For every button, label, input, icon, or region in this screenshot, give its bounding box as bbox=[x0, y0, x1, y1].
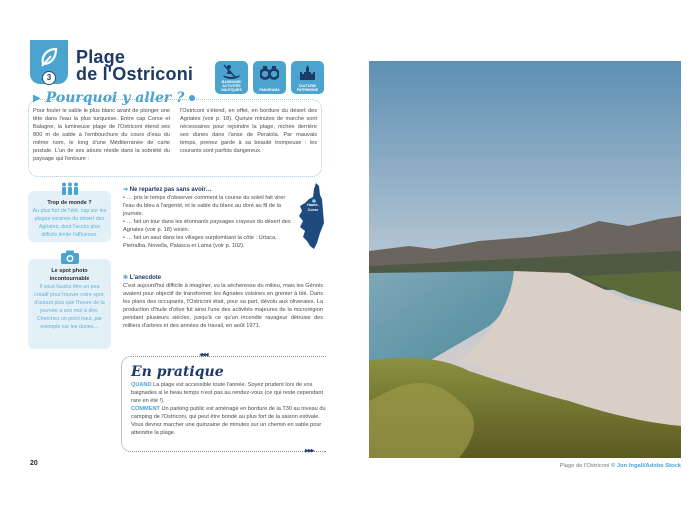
play-arrow-icon: ▶ bbox=[33, 92, 41, 104]
why-text-col-1: Pour fouler le sable le plus blanc avant de plonger une tête dans l'eau la plus turquoise. Entre cap Corse et Balagne, la lumineuse plage de l'Ostriconi étend ses 800 m de sable à l'embouchure du cours d'eau du même nom, le long d'une Méditerranée de carte postale. L'un de ses atouts réside dans la sobriété du paysage qui l'entoure : bbox=[33, 108, 170, 162]
kayak-icon bbox=[222, 64, 241, 81]
map-label: Haute-Corse bbox=[307, 203, 319, 212]
arrows-right-icon: ▶▶▶ bbox=[305, 448, 314, 454]
when-label: QUAND bbox=[131, 382, 152, 388]
anecdote-section bbox=[123, 274, 323, 330]
page-title bbox=[76, 49, 193, 83]
why-text-col-2: l'Ostriconi s'étend, en effet, en bordure du désert des Agriates (voir p. 18). Quinze minutes de marche sont nécessaires pour rejoindre la plage, nichée derrière ses dunes dans l'anse de Peraiola. Par mauvais temps, prenez garde à sa beauté trompeuse : les courants sont parfois dangereux. bbox=[180, 108, 317, 154]
tip-crowd bbox=[28, 191, 111, 242]
how-text: Un parking public est aménagé en bordure de la T30 au niveau du camping de l'Ostriconi, qui peut être bondé au plus fort de la saison estivale. Vous devrez marcher une quinzaine de minutes sur un chemin en sable pour atteindre la plage. bbox=[131, 406, 326, 436]
tip-title: Trop de monde ? bbox=[47, 200, 92, 206]
practical-how bbox=[131, 405, 327, 437]
tip-photo-spot bbox=[28, 259, 111, 349]
category-tab bbox=[30, 40, 68, 84]
theme-label: PANORAMA bbox=[259, 88, 280, 92]
dont-miss-title bbox=[123, 186, 291, 194]
theme-badge-panorama bbox=[253, 61, 286, 94]
how-label: COMMENT bbox=[131, 406, 160, 412]
arrows-left-icon: ◀◀◀ bbox=[199, 352, 208, 358]
anecdote-title-text: L'anecdote bbox=[129, 275, 162, 281]
why-heading bbox=[33, 90, 195, 106]
page-number: 20 bbox=[30, 460, 38, 467]
site-number: 3 bbox=[42, 71, 56, 85]
theme-badge-watersports bbox=[215, 61, 248, 94]
theme-label: BAIGNADE/ ACTIVITÉS NAUTIQUES bbox=[221, 80, 242, 92]
dont-miss-section bbox=[123, 186, 291, 250]
theme-badge-culture bbox=[291, 61, 324, 94]
dont-miss-item: • … pris le temps d'observer comment la course du soleil fait virer l'eau du bleu à l'argenté, et le sable du blanc au doré au fil de la journée. bbox=[123, 195, 286, 217]
practical-text bbox=[131, 381, 327, 437]
beach-photo bbox=[369, 61, 681, 458]
dot-icon bbox=[189, 95, 195, 101]
practical-title: En pratique bbox=[131, 364, 224, 380]
dont-miss-item: • … fait un saut dans les villages surplombant la côte : Urtaca, Pietralba, Novella, Palasca et Lama (voir p. 102). bbox=[123, 235, 277, 249]
photo-credit: © Jon Ingall/Adobe Stock bbox=[611, 463, 681, 469]
leaf-icon bbox=[39, 46, 59, 68]
theme-label: CULTURE/ PATRIMOINE bbox=[296, 84, 319, 92]
corsica-map-icon bbox=[299, 183, 325, 249]
anecdote-body: C'est aujourd'hui difficile à imaginer, vu la sécheresse du milieu, mais les Génois avaient pour objectif de transformer les Agriates voisines en grenier à blé. Dans les plans des occupants, l'Ostriconi était, pour sa part, dévolu aux oliveraies. La production d'huile d'olive fut ainsi l'une des activités majeures de la microrégion pendant plusieurs siècles, jusqu'à ce qu'un incendie ravageur détruise des milliers d'arbres et des années de travail, en août 1971. bbox=[123, 283, 323, 329]
anecdote-title bbox=[123, 274, 323, 282]
camera-icon bbox=[60, 250, 80, 264]
why-heading-text: Pourquoi y aller ? bbox=[45, 90, 185, 106]
caption-text: Plage de l'Ostriconi bbox=[559, 463, 612, 469]
dont-miss-title-text: Ne repartez pas sans avoir… bbox=[129, 187, 212, 193]
castle-icon bbox=[298, 64, 317, 81]
dont-miss-item: • … fait un tour dans les étonnants paysages crayeux du désert des Agriates (voir p. 18) voisin. bbox=[123, 219, 291, 233]
crowd-icon bbox=[60, 182, 80, 195]
title-line-1: Plage bbox=[76, 47, 126, 67]
tip-title: Le spot photo incontournable bbox=[49, 268, 90, 282]
title-line-2: de l'Ostriconi bbox=[76, 64, 194, 84]
tip-body: Il vous faudra être un peu créatif pour trouver votre spot, d'autant plus que l'heure de la journée a son mot à dire. Cherchez un point haut, par exemple sur les dunes… bbox=[34, 284, 105, 330]
binoculars-icon bbox=[260, 64, 279, 81]
practical-when bbox=[131, 381, 327, 405]
tip-body: Au plus fort de l'été, cap sur les plages voisines du désert des Agriates, dont l'accès plus difficile limite l'affluence. bbox=[32, 208, 107, 238]
photo-caption bbox=[560, 463, 681, 469]
when-text: La plage est accessible toute l'année. Soyez prudent lors de vos baignades si le beau temps n'est pas au rendez-vous (ce qui reste cependant rare en été !). bbox=[131, 382, 323, 404]
landscape-photo bbox=[369, 61, 681, 458]
snowflake-icon: ✻ bbox=[123, 275, 130, 281]
arrow-right-icon: ➜ bbox=[123, 187, 130, 193]
theme-badges bbox=[215, 61, 324, 94]
